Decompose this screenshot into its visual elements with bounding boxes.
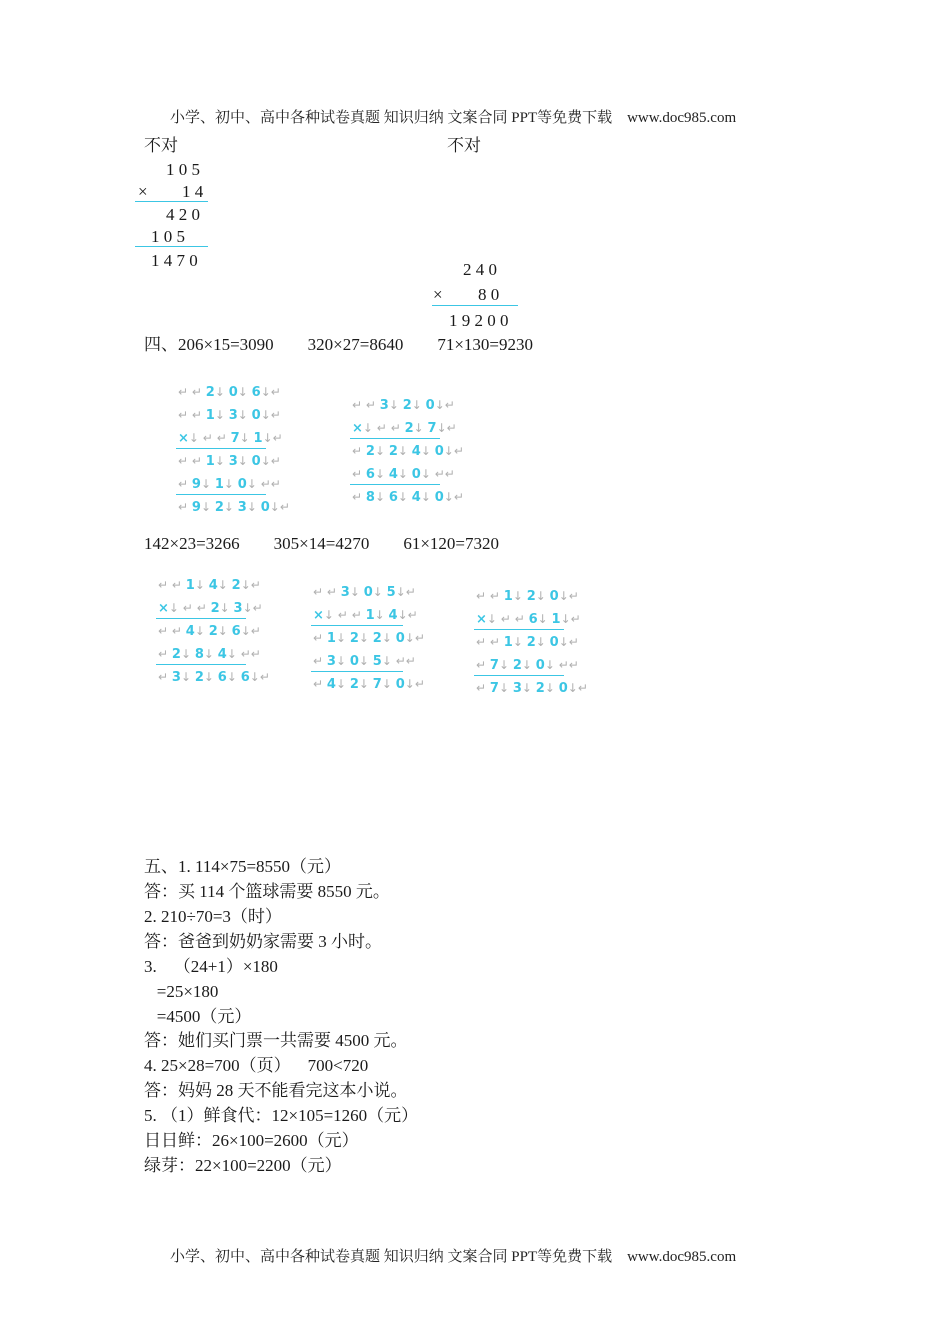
vertical-calc-row: ↵ ↵ 2↓ 0↓ 6↓↵ <box>178 385 281 400</box>
answer-line: 日日鲜：26×100=2600（元） <box>144 1131 359 1150</box>
answer-line: 2. 210÷70=3（时） <box>144 907 282 926</box>
vertical-calc-row: ↵ 3↓ 0↓ 5↓ ↵↵ <box>313 654 416 669</box>
answer-line: 答：买 114 个篮球需要 8550 元。 <box>144 882 390 901</box>
vertical-calc-row: ×↓ ↵ ↵ 6↓ 1↓↵ <box>476 612 581 627</box>
answer-line: 绿芽：22×100=2200（元） <box>144 1156 342 1175</box>
calc-row: 4 2 0 <box>166 205 200 224</box>
vertical-calc-row: ↵ 7↓ 2↓ 0↓ ↵↵ <box>476 658 579 673</box>
vertical-calc-row: ↵ ↵ 3↓ 0↓ 5↓↵ <box>313 585 416 600</box>
vertical-calc-row: ×↓ ↵ ↵ 7↓ 1↓↵ <box>178 431 283 446</box>
vertical-calc-row: ↵ 8↓ 6↓ 4↓ 0↓↵ <box>352 490 464 505</box>
vertical-calc-row: ↵ 9↓ 1↓ 0↓ ↵↵ <box>178 477 281 492</box>
page-footer: 小学、初中、高中各种试卷真题 知识归纳 文案合同 PPT等免费下载 www.doc985.com <box>170 1249 737 1265</box>
vertical-calc-row: ↵ ↵ 1↓ 2↓ 0↓↵ <box>476 635 579 650</box>
vertical-calc-row: ↵ 7↓ 3↓ 2↓ 0↓↵ <box>476 681 588 696</box>
calc-row: 1 4 <box>182 182 204 201</box>
calc-divider <box>135 246 208 247</box>
vertical-calc-row: ↵ ↵ 1↓ 3↓ 0↓↵ <box>178 454 281 469</box>
answer-line: 五、1. 114×75=8550（元） <box>144 857 342 876</box>
vertical-calc-row: ↵ 2↓ 2↓ 4↓ 0↓↵ <box>352 444 464 459</box>
vertical-calc-divider <box>474 675 564 676</box>
vertical-calc-row: ↵ ↵ 4↓ 2↓ 6↓↵ <box>158 624 261 639</box>
answer-line: 答：她们买门票一共需要 4500 元。 <box>144 1031 408 1050</box>
vertical-calc-divider <box>474 629 564 630</box>
answer-line: 4. 25×28=700（页） 700<720 <box>144 1056 369 1075</box>
vertical-calc-row: ↵ 4↓ 2↓ 7↓ 0↓↵ <box>313 677 425 692</box>
calc-row: 1 0 5 <box>151 227 185 246</box>
times-sign: × <box>138 182 148 201</box>
calc-row: 1 9 2 0 0 <box>449 311 509 330</box>
answer-line: =4500（元） <box>144 1007 252 1026</box>
calc-row: 1 4 7 0 <box>151 251 198 270</box>
vertical-calc-row: ↵ 9↓ 2↓ 3↓ 0↓↵ <box>178 500 290 515</box>
section4-line1: 四、206×15=3090 320×27=8640 71×130=9230 <box>144 335 534 354</box>
vertical-calc-row: ↵ ↵ 1↓ 2↓ 0↓↵ <box>476 589 579 604</box>
verdict-label: 不对 <box>144 136 178 155</box>
vertical-calc-row: ↵ 6↓ 4↓ 0↓ ↵↵ <box>352 467 455 482</box>
vertical-calc-row: ↵ 2↓ 8↓ 4↓ ↵↵ <box>158 647 261 662</box>
vertical-calc-row: ×↓ ↵ ↵ 2↓ 3↓↵ <box>158 601 263 616</box>
vertical-calc-divider <box>350 484 440 485</box>
calc-row: 8 0 <box>478 285 500 304</box>
vertical-calc-divider <box>176 494 266 495</box>
vertical-calc-divider <box>350 438 440 439</box>
page-header: 小学、初中、高中各种试卷真题 知识归纳 文案合同 PPT等免费下载 www.doc985.com <box>170 110 737 126</box>
answer-line: 答：爸爸到奶奶家需要 3 小时。 <box>144 932 382 951</box>
vertical-calc-divider <box>311 671 403 672</box>
vertical-calc-row: ↵ 3↓ 2↓ 6↓ 6↓↵ <box>158 670 270 685</box>
calc-divider <box>135 201 208 202</box>
vertical-calc-row: ↵ ↵ 3↓ 2↓ 0↓↵ <box>352 398 455 413</box>
calc-divider <box>432 305 518 306</box>
vertical-calc-divider <box>311 625 403 626</box>
vertical-calc-row: ↵ 1↓ 2↓ 2↓ 0↓↵ <box>313 631 425 646</box>
vertical-calc-divider <box>156 618 246 619</box>
section4-line2: 142×23=3266 305×14=4270 61×120=7320 <box>144 534 500 553</box>
vertical-calc-row: ↵ ↵ 1↓ 3↓ 0↓↵ <box>178 408 281 423</box>
vertical-calc-divider <box>176 448 266 449</box>
answer-line: 3. （24+1）×180 <box>144 957 278 976</box>
vertical-calc-row: ×↓ ↵ ↵ 1↓ 4↓↵ <box>313 608 418 623</box>
calc-row: 1 0 5 <box>166 160 200 179</box>
calc-row: 2 4 0 <box>463 260 497 279</box>
answer-line: 答：妈妈 28 天不能看完这本小说。 <box>144 1081 408 1100</box>
vertical-calc-row: ↵ ↵ 1↓ 4↓ 2↓↵ <box>158 578 261 593</box>
verdict-label: 不对 <box>447 136 481 155</box>
times-sign: × <box>433 285 443 304</box>
vertical-calc-row: ×↓ ↵ ↵ 2↓ 7↓↵ <box>352 421 457 436</box>
vertical-calc-divider <box>156 664 246 665</box>
answer-line: =25×180 <box>144 982 219 1001</box>
answer-line: 5. （1）鲜食代：12×105=1260（元） <box>144 1106 419 1125</box>
